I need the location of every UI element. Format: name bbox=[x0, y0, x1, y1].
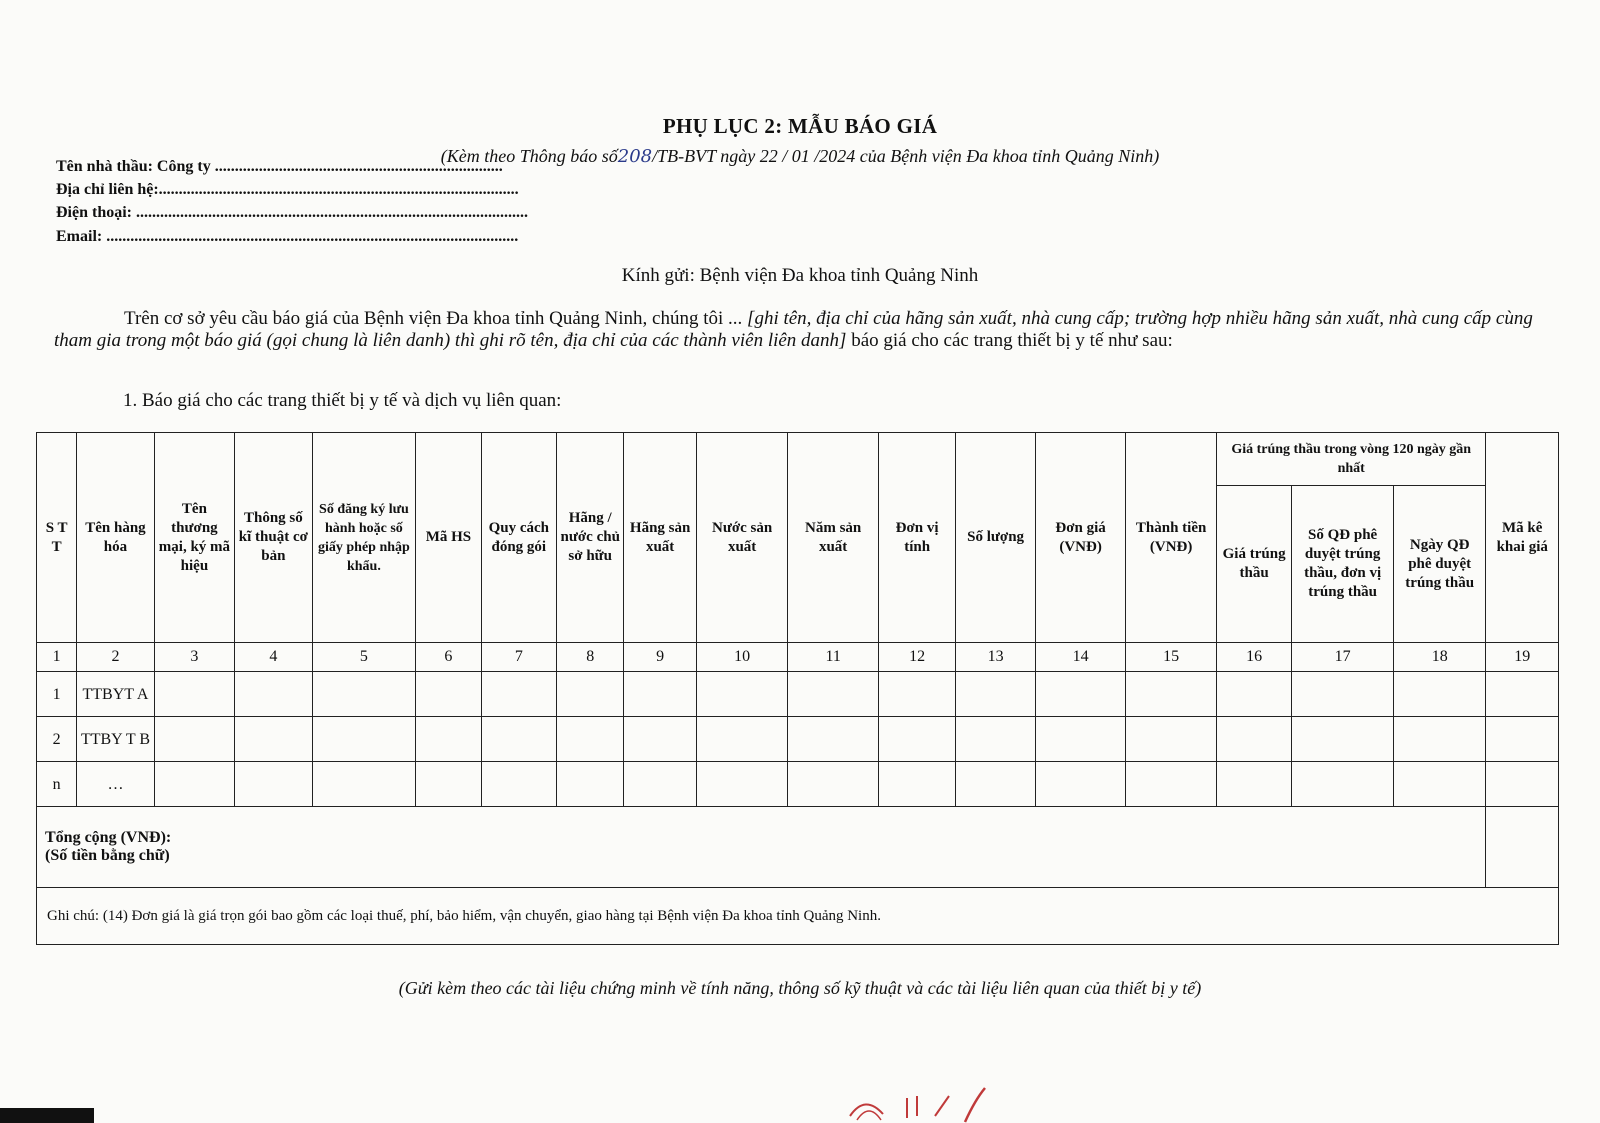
salutation: Kính gửi: Bệnh viện Đa khoa tỉnh Quảng Ninh bbox=[621, 265, 979, 286]
header-year: Năm sản xuất bbox=[788, 433, 879, 643]
header-hs-code: Mã HS bbox=[416, 433, 481, 643]
reference-prefix: (Kèm theo Thông báo số bbox=[440, 146, 618, 166]
column-number: 12 bbox=[878, 643, 955, 672]
header-unit-price: Đơn giá (VNĐ) bbox=[1035, 433, 1126, 643]
header-owner: Hãng / nước chủ sở hữu bbox=[557, 433, 624, 643]
table-row bbox=[37, 762, 1559, 807]
header-winning-price: Giá trúng thầu bbox=[1216, 486, 1291, 643]
table-row bbox=[37, 717, 1559, 762]
column-number: 4 bbox=[235, 643, 312, 672]
reference-number: 208 bbox=[617, 146, 653, 167]
intro-instruction: [ghi tên, địa chỉ của hãng sản xuất, nhà cung cấp; trường hợp nhiều hãng sản xuất, nhà cung cấp cùng tham gia trong một báo giá (gọi chung là liên danh) thì ghi rõ tên, địa chỉ của các thành viên liên danh] bbox=[54, 308, 1533, 351]
contact-address-field: Địa chỉ liên hệ:.......................................................................................... bbox=[56, 181, 519, 198]
header-registration: Số đăng ký lưu hành hoặc số giấy phép nhập khẩu. bbox=[312, 433, 416, 643]
column-number: 11 bbox=[788, 643, 879, 672]
column-number: 5 bbox=[312, 643, 416, 672]
quotation-table bbox=[36, 432, 1559, 945]
header-product-name: Tên hàng hóa bbox=[77, 433, 154, 643]
total-label: Tổng cộng (VNĐ): bbox=[45, 829, 172, 846]
column-number: 6 bbox=[416, 643, 481, 672]
row-stt: 2 bbox=[37, 717, 77, 762]
scan-edge-mark bbox=[0, 1108, 94, 1123]
attachment-note: (Gửi kèm theo các tài liệu chứng minh về tính năng, thông số kỹ thuật và các tài liệu liên quan của thiết bị y tế) bbox=[398, 978, 1202, 998]
header-country: Nước sản xuất bbox=[696, 433, 788, 643]
row-product-name: … bbox=[77, 762, 154, 807]
column-number: 19 bbox=[1486, 643, 1559, 672]
header-specs: Thông số kĩ thuật cơ bản bbox=[235, 433, 312, 643]
header-winning-price-group: Giá trúng thầu trong vòng 120 ngày gần nhất bbox=[1216, 433, 1486, 486]
intro-lead: Trên cơ sở yêu cầu báo giá của Bệnh viện Đa khoa tỉnh Quảng Ninh, chúng tôi ... bbox=[124, 308, 748, 329]
column-number: 10 bbox=[696, 643, 788, 672]
row-stt: n bbox=[37, 762, 77, 807]
column-number: 2 bbox=[77, 643, 154, 672]
contractor-name-field: Tên nhà thầu: Công ty ........................................................................ bbox=[56, 158, 503, 175]
column-number: 8 bbox=[557, 643, 624, 672]
header-amount: Thành tiền (VNĐ) bbox=[1126, 433, 1217, 643]
red-stamp-fragment bbox=[845, 1086, 1015, 1123]
header-manufacturer: Hãng sản xuất bbox=[624, 433, 696, 643]
column-number: 18 bbox=[1393, 643, 1486, 672]
intro-tail: báo giá cho các trang thiết bị y tế như sau: bbox=[846, 330, 1173, 351]
header-decision-number: Số QĐ phê duyệt trúng thầu, đơn vị trúng thầu bbox=[1292, 486, 1394, 643]
column-number: 1 bbox=[37, 643, 77, 672]
total-row bbox=[37, 807, 1559, 888]
total-in-words: (Số tiền bằng chữ) bbox=[45, 847, 170, 864]
header-packaging: Quy cách đóng gói bbox=[481, 433, 556, 643]
header-quantity: Số lượng bbox=[956, 433, 1035, 643]
column-number: 14 bbox=[1035, 643, 1126, 672]
column-number: 15 bbox=[1126, 643, 1217, 672]
row-product-name: TTBYT A bbox=[77, 672, 154, 717]
row-stt: 1 bbox=[37, 672, 77, 717]
column-number: 16 bbox=[1216, 643, 1291, 672]
reference-date: /TB-BVT ngày 22 / 01 /2024 của Bệnh viện Đa khoa tỉnh Quảng Ninh) bbox=[652, 146, 1160, 166]
row-product-name: TTBY T B bbox=[77, 717, 154, 762]
page-title: PHỤ LỤC 2: MẪU BÁO GIÁ bbox=[662, 114, 938, 138]
header-decision-date: Ngày QĐ phê duyệt trúng thầu bbox=[1393, 486, 1486, 643]
header-trade-name: Tên thương mại, ký mã hiệu bbox=[154, 433, 234, 643]
column-number: 7 bbox=[481, 643, 556, 672]
header-unit: Đơn vị tính bbox=[878, 433, 955, 643]
column-number: 9 bbox=[624, 643, 696, 672]
phone-field: Điện thoại: .................................................................................................. bbox=[56, 204, 528, 221]
table-row bbox=[37, 672, 1559, 717]
header-stt: S T T bbox=[37, 433, 77, 643]
note-row bbox=[37, 888, 1559, 945]
note-text: Ghi chú: (14) Đơn giá là giá trọn gói bao gồm các loại thuế, phí, bảo hiểm, vận chuyển, giao hàng tại Bệnh viện Đa khoa tỉnh Quảng Ninh. bbox=[37, 888, 1559, 945]
header-price-declaration: Mã kê khai giá bbox=[1486, 433, 1559, 643]
column-number: 3 bbox=[154, 643, 234, 672]
intro-paragraph bbox=[54, 308, 1544, 352]
column-number: 17 bbox=[1292, 643, 1394, 672]
section-heading: 1. Báo giá cho các trang thiết bị y tế và dịch vụ liên quan: bbox=[123, 390, 562, 411]
email-field: Email: ....................................................................................................... bbox=[56, 228, 519, 245]
column-number: 13 bbox=[956, 643, 1035, 672]
